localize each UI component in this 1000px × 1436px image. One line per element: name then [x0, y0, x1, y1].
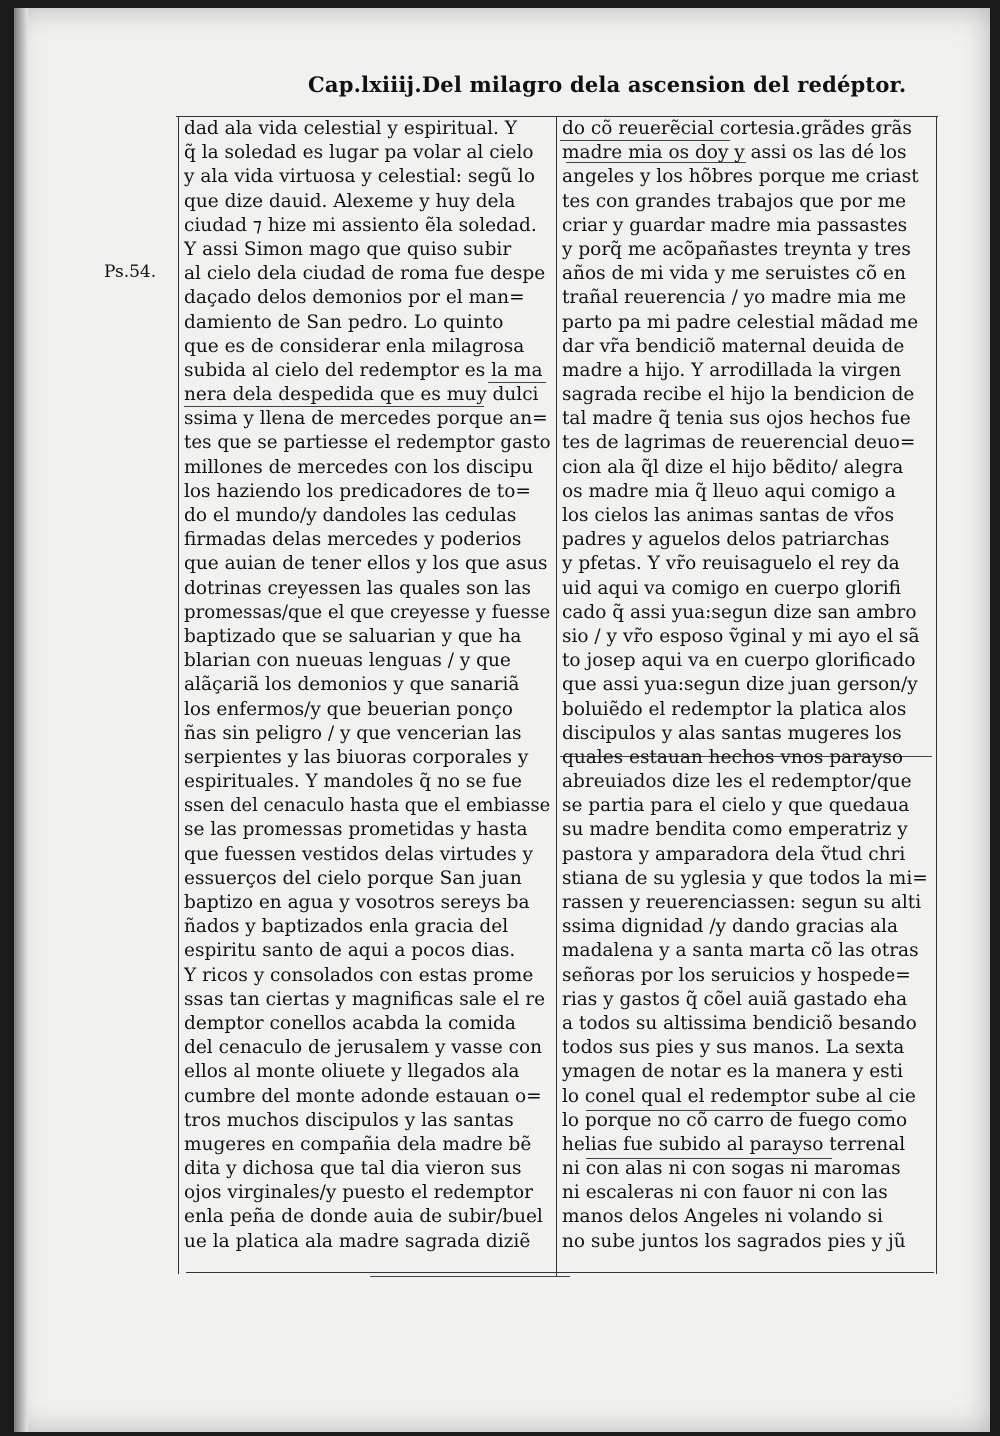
text-line: mugeres en compañia dela madre bẽ [184, 1133, 532, 1155]
text-line: sagrada recibe el hijo la bendicion de [562, 384, 915, 406]
text-line: se las promessas prometidas y hasta [184, 819, 528, 841]
text-line: pastora y amparadora dela ṽtud chri [562, 843, 906, 865]
text-line: trañal reuerencia / yo madre mia me [562, 287, 907, 309]
text-line: espirituales. Y mandoles q̃ no se fue [184, 771, 522, 793]
text-line: dad ala vida celestial y espiritual. Y [184, 118, 517, 139]
text-line: que auian de tener ellos y los que asus [184, 553, 548, 575]
text-line: rassen y reuerenciassen: segun su alti [562, 892, 922, 913]
margin-note: Ps.54. [104, 262, 157, 282]
text-line: del cenaculo de jerusalem y vasse con [184, 1037, 543, 1059]
text-line: helias fue subido al parayso terrenal [562, 1133, 906, 1155]
text-line: tes de lagrimas de reuerencial deuo= [562, 432, 916, 454]
text-line: boluiẽdo el redemptor la platica alos [562, 698, 907, 720]
text-line: los haziendo los predicadores de to= [184, 480, 531, 502]
text-line: que es de considerar enla milagrosa [184, 335, 525, 357]
text-line: angeles y los hõbres porque me criast [562, 166, 919, 188]
text-line: dar vr̃a bendiciõ maternal deuida de [562, 335, 905, 357]
text-line: dotrinas creyessen las quales son las [184, 577, 531, 599]
text-line: ojos virginales/y puesto el redemptor [184, 1182, 534, 1204]
text-line: baptizo en agua y vosotros sereys ba [184, 892, 530, 913]
text-line: sio / y vr̃o esposo ṽginal y mi ayo el sã [562, 625, 920, 647]
text-line: demptor conellos acabda la comida [184, 1012, 516, 1034]
column-divider [556, 116, 557, 1276]
text-line: tal madre q̃ tenia sus ojos hechos fue [562, 408, 911, 430]
text-line: subida al cielo del redemptor es la ma [184, 359, 543, 381]
text-line: al cielo dela ciudad de roma fue despe [184, 263, 546, 285]
text-line: ssen del cenaculo hasta que el embiasse [184, 795, 551, 817]
text-line: alãçariã los demonios y que sanariã [184, 674, 520, 696]
text-line: ciudad ⁊ hize mi assiento ẽla soledad. [184, 214, 537, 236]
text-line: ellos al monte oliuete y llegados ala [184, 1061, 520, 1083]
text-line: quales estauan hechos vnos parayso [562, 746, 904, 768]
text-line: madre a hijo. Y arrodillada la virgen [562, 359, 902, 381]
text-line: cumbre del monte adonde estauan o= [184, 1085, 542, 1107]
text-line: ñas sin peligro / y que vencerian las [184, 722, 522, 744]
text-line: parto pa mi padre celestial mãdad me [562, 311, 919, 333]
text-line: no sube juntos los sagrados pies y jũ [562, 1230, 906, 1252]
underline-mark [370, 1276, 570, 1277]
text-line: todos sus pies y sus manos. La sexta [562, 1037, 905, 1059]
text-line: os madre mia q̃ lleuo aqui comigo a [562, 480, 896, 502]
text-line: madalena y a santa marta cõ las otras [562, 940, 919, 962]
text-line: manos delos Angeles ni volando si [562, 1206, 883, 1228]
text-line: rias y gastos q̃ cõel auiã gastado eha [562, 988, 908, 1010]
text-line: q̃ la soledad es lugar pa volar al cielo [184, 142, 534, 164]
text-line: enla peña de donde auia de subir/buel [184, 1206, 543, 1228]
text-line: tes que se partiesse el redemptor gasto [184, 432, 551, 454]
text-line: Y ricos y consolados con estas prome [184, 964, 534, 986]
text-line: ñados y baptizados enla gracia del [184, 916, 509, 938]
text-line: señoras por los seruicios y hospede= [562, 964, 911, 986]
text-line: do cõ reuerẽcial cortesia.grãdes grãs [562, 118, 912, 139]
text-line: baptizado que se saluarian y que ha [184, 625, 522, 647]
text-line: cion ala q̃l dize el hijo bẽdito/ alegra [562, 456, 904, 478]
text-line: los cielos las animas santas de vr̃os [562, 505, 895, 526]
text-line: to josep aqui va en cuerpo glorificado [562, 650, 916, 672]
text-line: ymagen de notar es la manera y esti [562, 1061, 903, 1083]
text-line: y porq̃ me acõpañastes treynta y tres [562, 238, 911, 260]
text-line: discipulos y alas santas mugeres los [562, 722, 902, 744]
frame-rule-right [936, 116, 937, 1274]
text-line: ni escaleras ni con fauor ni con las [562, 1182, 888, 1204]
text-line: nera dela despedida que es muy dulci [184, 384, 539, 406]
text-line: Y assi Simon mago que quiso subir [184, 238, 512, 260]
text-line: millones de mercedes con los discipu [184, 456, 534, 478]
frame-rule-left [178, 116, 179, 1274]
left-text-column [184, 117, 550, 1254]
text-line: lo conel qual el redemptor sube al cie [562, 1085, 916, 1107]
text-line: que dize dauid. Alexeme y huy dela [184, 190, 516, 212]
text-line: essuerços del cielo porque San juan [184, 867, 522, 889]
text-line: ssima y llena de mercedes porque an= [184, 408, 548, 430]
text-line: tes con grandes trabajos que por me [562, 190, 907, 212]
text-line: criar y guardar madre mia passastes [562, 214, 908, 236]
text-line: lo porque no cõ carro de fuego como [562, 1109, 908, 1131]
text-line: firmadas delas mercedes y poderios [184, 529, 522, 551]
text-line: ni con alas ni con sogas ni maromas [562, 1158, 901, 1180]
text-line: serpientes y las biuoras corporales y [184, 746, 529, 768]
text-line: los enfermos/y que beuerian ponço [184, 698, 513, 720]
text-line: promessas/que el que creyesse y fuesse [184, 601, 551, 623]
text-line: su madre bendita como emperatriz y [562, 819, 908, 841]
text-line: damiento de San pedro. Lo quinto [184, 311, 504, 333]
text-line: uid aqui va comigo en cuerpo glorifi [562, 577, 901, 599]
binding-shadow [14, 8, 28, 1432]
text-line: que fuessen vestidos delas virtudes y [184, 843, 533, 865]
text-line: daçado delos demonios por el man= [184, 287, 525, 309]
text-line: abreuiados dize les el redemptor/que [562, 771, 912, 793]
running-header: Cap.lxiiij.Del milagro dela ascension del redéptor. [308, 72, 907, 97]
text-line: ssima dignidad /y dando gracias ala [562, 916, 898, 938]
text-line: blarian con nueuas lenguas / y que [184, 650, 511, 672]
text-line: tros muchos discipulos y las santas [184, 1109, 514, 1131]
text-line: cado q̃ assi yua:segun dize san ambro [562, 601, 917, 623]
text-line: ue la platica ala madre sagrada diziẽ [184, 1230, 531, 1252]
text-line: y pfetas. Y vr̃o reuisaguelo el rey da [562, 553, 900, 575]
text-line: y ala vida virtuosa y celestial: segũ lo [184, 166, 535, 188]
text-line: padres y aguelos delos patriarchas [562, 529, 890, 551]
text-line: ssas tan ciertas y magnificas sale el re [184, 988, 546, 1010]
text-line: do el mundo/y dandoles las cedulas [184, 505, 517, 526]
text-line: a todos su altissima bendiciõ besando [562, 1012, 917, 1034]
right-text-column [562, 117, 932, 1254]
text-line: años de mi vida y me seruistes cõ en [562, 263, 906, 285]
frame-rule-bottom [186, 1272, 934, 1273]
text-line: madre mia os doy y assi os las dé los [562, 142, 907, 164]
text-line: que assi yua:segun dize juan gerson/y [562, 674, 918, 696]
text-line: espiritu santo de aqui a pocos dias. [184, 940, 516, 962]
text-line: dita y dichosa que tal dia vieron sus [184, 1158, 522, 1180]
text-line: stiana de su yglesia y que todos la mi= [562, 867, 928, 889]
text-line: se partia para el cielo y que quedaua [562, 795, 910, 817]
